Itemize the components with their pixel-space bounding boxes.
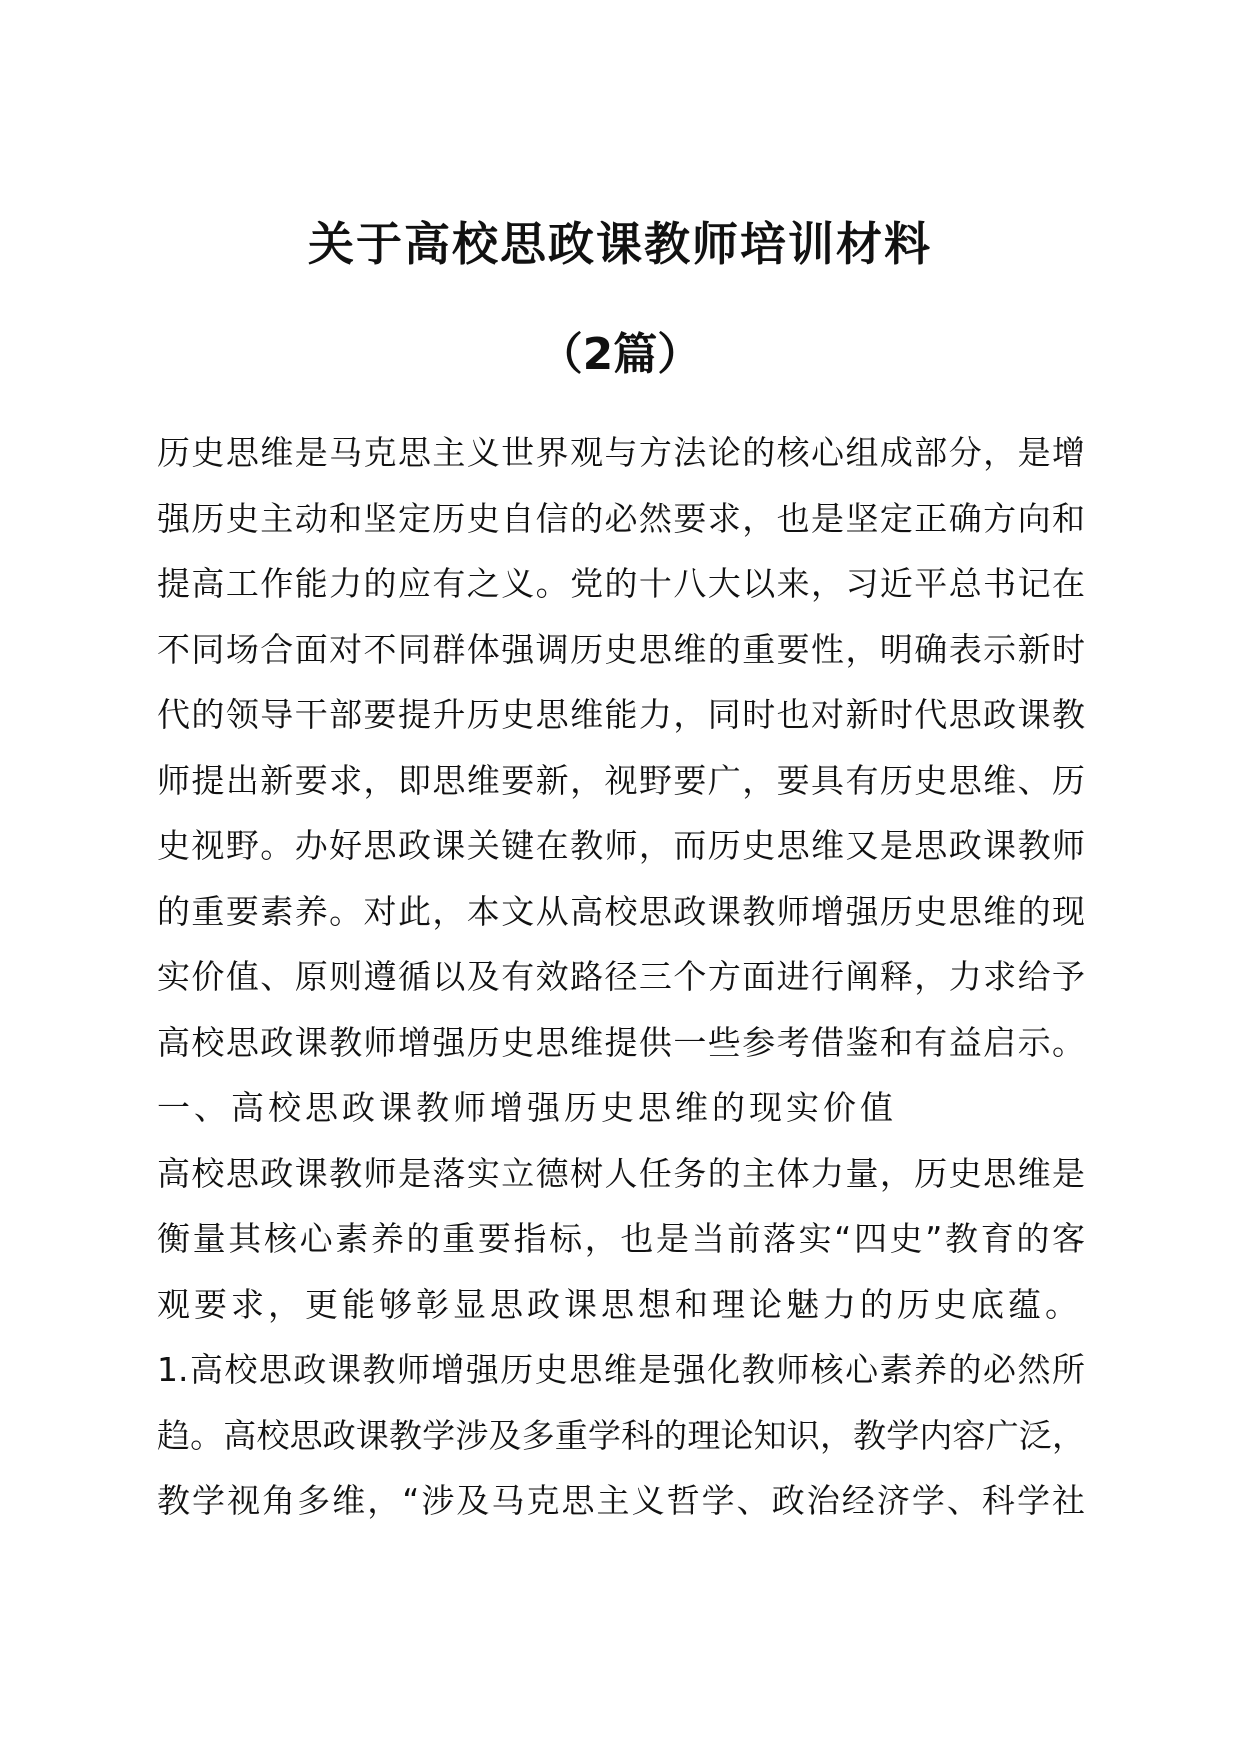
body-line-section-1: 高校思政课教师是落实立德树人任务的主体力量，历史思维是 xyxy=(157,1153,1085,1193)
body-line-intro: 史视野。办好思政课关键在教师，而历史思维又是思政课教师 xyxy=(157,826,1085,865)
body-line-intro: 代的领导干部要提升历史思维能力，同时也对新时代思政课教 xyxy=(157,695,1085,734)
body-line-intro: 的重要素养。对此，本文从高校思政课教师增强历史思维的现 xyxy=(157,891,1085,931)
body-line-intro: 高校思政课教师增强历史思维提供一些参考借鉴和有益启示。 xyxy=(157,1022,1085,1062)
body-line-section-1: 衡量其核心素养的重要指标，也是当前落实“四史”教育的客 xyxy=(157,1219,1085,1258)
body-line-point-1: 教学视角多维，“涉及马克思主义哲学、政治经济学、科学社 xyxy=(157,1481,1085,1520)
body-line-intro: 不同场合面对不同群体强调历史思维的重要性，明确表示新时 xyxy=(157,629,1085,669)
body-line-intro: 强历史主动和坚定历史自信的必然要求，也是坚定正确方向和 xyxy=(157,498,1085,538)
body-line-intro: 实价值、原则遵循以及有效路径三个方面进行阐释，力求给予 xyxy=(157,957,1085,996)
body-line-point-1: 1.高校思政课教师增强历史思维是强化教师核心素养的必然所 xyxy=(157,1350,1085,1389)
body-line-intro: 提高工作能力的应有之义。党的十八大以来，习近平总书记在 xyxy=(157,564,1085,603)
body-line-point-1: 趋。高校思政课教学涉及多重学科的理论知识，教学内容广泛， xyxy=(157,1415,1085,1455)
document-title: 关于高校思政课教师培训材料 xyxy=(308,217,932,271)
body-line-intro: 历史思维是马克思主义世界观与方法论的核心组成部分，是增 xyxy=(157,433,1085,472)
document-subtitle: （2篇） xyxy=(538,329,702,380)
document-body xyxy=(157,420,1085,1534)
body-line-section-1: 观要求，更能够彰显思政课思想和理论魅力的历史底蕴。 xyxy=(157,1284,1082,1324)
title-block xyxy=(0,215,1240,383)
body-line-intro: 师提出新要求，即思维要新，视野要广，要具有历史思维、历 xyxy=(157,760,1085,800)
section-heading: 一、高校思政课教师增强历史思维的现实价值 xyxy=(157,1088,897,1127)
